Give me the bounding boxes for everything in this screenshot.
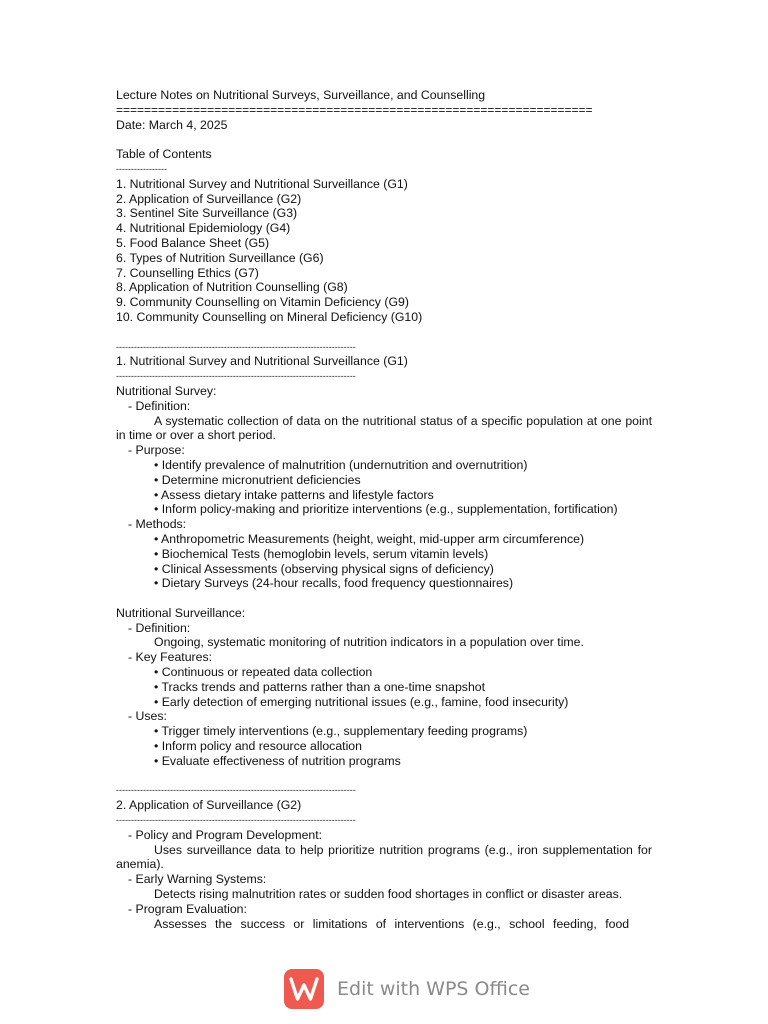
- bullet-item: • Early detection of emerging nutritional issues (e.g., famine, food insecurity): [154, 694, 569, 709]
- paragraph-text: Uses surveillance data to help prioritize nutrition programs (e.g., iron supplementation for anemia).: [116, 842, 652, 872]
- document-date: Date: March 4, 2025: [116, 117, 228, 132]
- section-rule: --------------------------------------------------------------------------------: [116, 785, 356, 796]
- toc-item: 9. Community Counselling on Vitamin Deficiency (G9): [116, 295, 409, 310]
- definition-text: Ongoing, systematic monitoring of nutrition indicators in a population over time.: [154, 635, 584, 650]
- wps-edit-link[interactable]: Edit with WPS Office: [337, 978, 530, 1000]
- section-heading: 1. Nutritional Survey and Nutritional Surveillance (G1): [116, 354, 408, 369]
- toc-item: 2. Application of Surveillance (G2): [116, 191, 302, 206]
- section-rule: --------------------------------------------------------------------------------: [116, 815, 356, 826]
- bullet-item: • Inform policy and resource allocation: [154, 739, 362, 754]
- field-label: - Uses:: [128, 709, 167, 724]
- definition-text: A systematic collection of data on the nutritional status of a specific population at one point in time or over a short period.: [116, 413, 652, 443]
- field-label: - Methods:: [128, 517, 187, 532]
- wps-edit-banner[interactable]: [284, 969, 530, 1009]
- field-label: - Policy and Program Development:: [128, 827, 323, 842]
- subsection-label: Nutritional Survey:: [116, 383, 217, 398]
- bullet-item: • Inform policy-making and prioritize interventions (e.g., supplementation, fortification): [154, 502, 618, 517]
- bullet-item: • Identify prevalence of malnutrition (undernutrition and overnutrition): [154, 457, 528, 472]
- paragraph-text: Assesses the success or limitations of interventions (e.g., school feeding, food: [154, 916, 630, 931]
- document-body: [116, 88, 652, 931]
- paragraph-text: Detects rising malnutrition rates or sudden food shortages in conflict or disaster areas.: [154, 887, 623, 902]
- bullet-item: • Continuous or repeated data collection: [154, 665, 373, 680]
- toc-rule: -----------------: [116, 163, 167, 174]
- field-label: - Key Features:: [128, 650, 213, 665]
- bullet-item: • Anthropometric Measurements (height, weight, mid-upper arm circumference): [154, 531, 585, 546]
- subsection-label: Nutritional Surveillance:: [116, 605, 246, 620]
- field-label: - Purpose:: [128, 443, 185, 458]
- field-label: - Program Evaluation:: [128, 901, 247, 916]
- field-label: - Definition:: [128, 398, 191, 413]
- toc-item: 8. Application of Nutrition Counselling (G8): [116, 280, 348, 295]
- toc-item: 7. Counselling Ethics (G7): [116, 265, 259, 280]
- document-title: Lecture Notes on Nutritional Surveys, Surveillance, and Counselling: [116, 88, 486, 102]
- bullet-item: • Biochemical Tests (hemoglobin levels, serum vitamin levels): [154, 546, 489, 561]
- bullet-item: • Tracks trends and patterns rather than a one-time snapshot: [154, 679, 486, 694]
- field-label: - Definition:: [128, 620, 191, 635]
- title-rule: ====================================================================: [116, 102, 593, 117]
- bullet-item: • Dietary Surveys (24-hour recalls, food frequency questionnaires): [154, 576, 514, 591]
- toc-item: 3. Sentinel Site Surveillance (G3): [116, 206, 298, 221]
- toc-heading: Table of Contents: [116, 147, 212, 162]
- bullet-item: • Trigger timely interventions (e.g., supplementary feeding programs): [154, 724, 528, 739]
- field-label: - Early Warning Systems:: [128, 872, 267, 887]
- bullet-item: • Evaluate effectiveness of nutrition programs: [154, 753, 401, 768]
- section-rule: --------------------------------------------------------------------------------: [116, 341, 356, 352]
- toc-item: 5. Food Balance Sheet (G5): [116, 235, 270, 250]
- wps-logo-icon[interactable]: [284, 969, 324, 1009]
- section-heading: 2. Application of Surveillance (G2): [116, 798, 302, 813]
- toc-item: 10. Community Counselling on Mineral Deficiency (G10): [116, 309, 423, 324]
- bullet-item: • Determine micronutrient deficiencies: [154, 472, 361, 487]
- bullet-item: • Clinical Assessments (observing physical signs of deficiency): [154, 561, 494, 576]
- toc-item: 6. Types of Nutrition Surveillance (G6): [116, 250, 324, 265]
- section-rule: --------------------------------------------------------------------------------: [116, 371, 356, 382]
- toc-item: 4. Nutritional Epidemiology (G4): [116, 221, 291, 236]
- bullet-item: • Assess dietary intake patterns and lifestyle factors: [154, 487, 434, 502]
- toc-item: 1. Nutritional Survey and Nutritional Surveillance (G1): [116, 176, 408, 191]
